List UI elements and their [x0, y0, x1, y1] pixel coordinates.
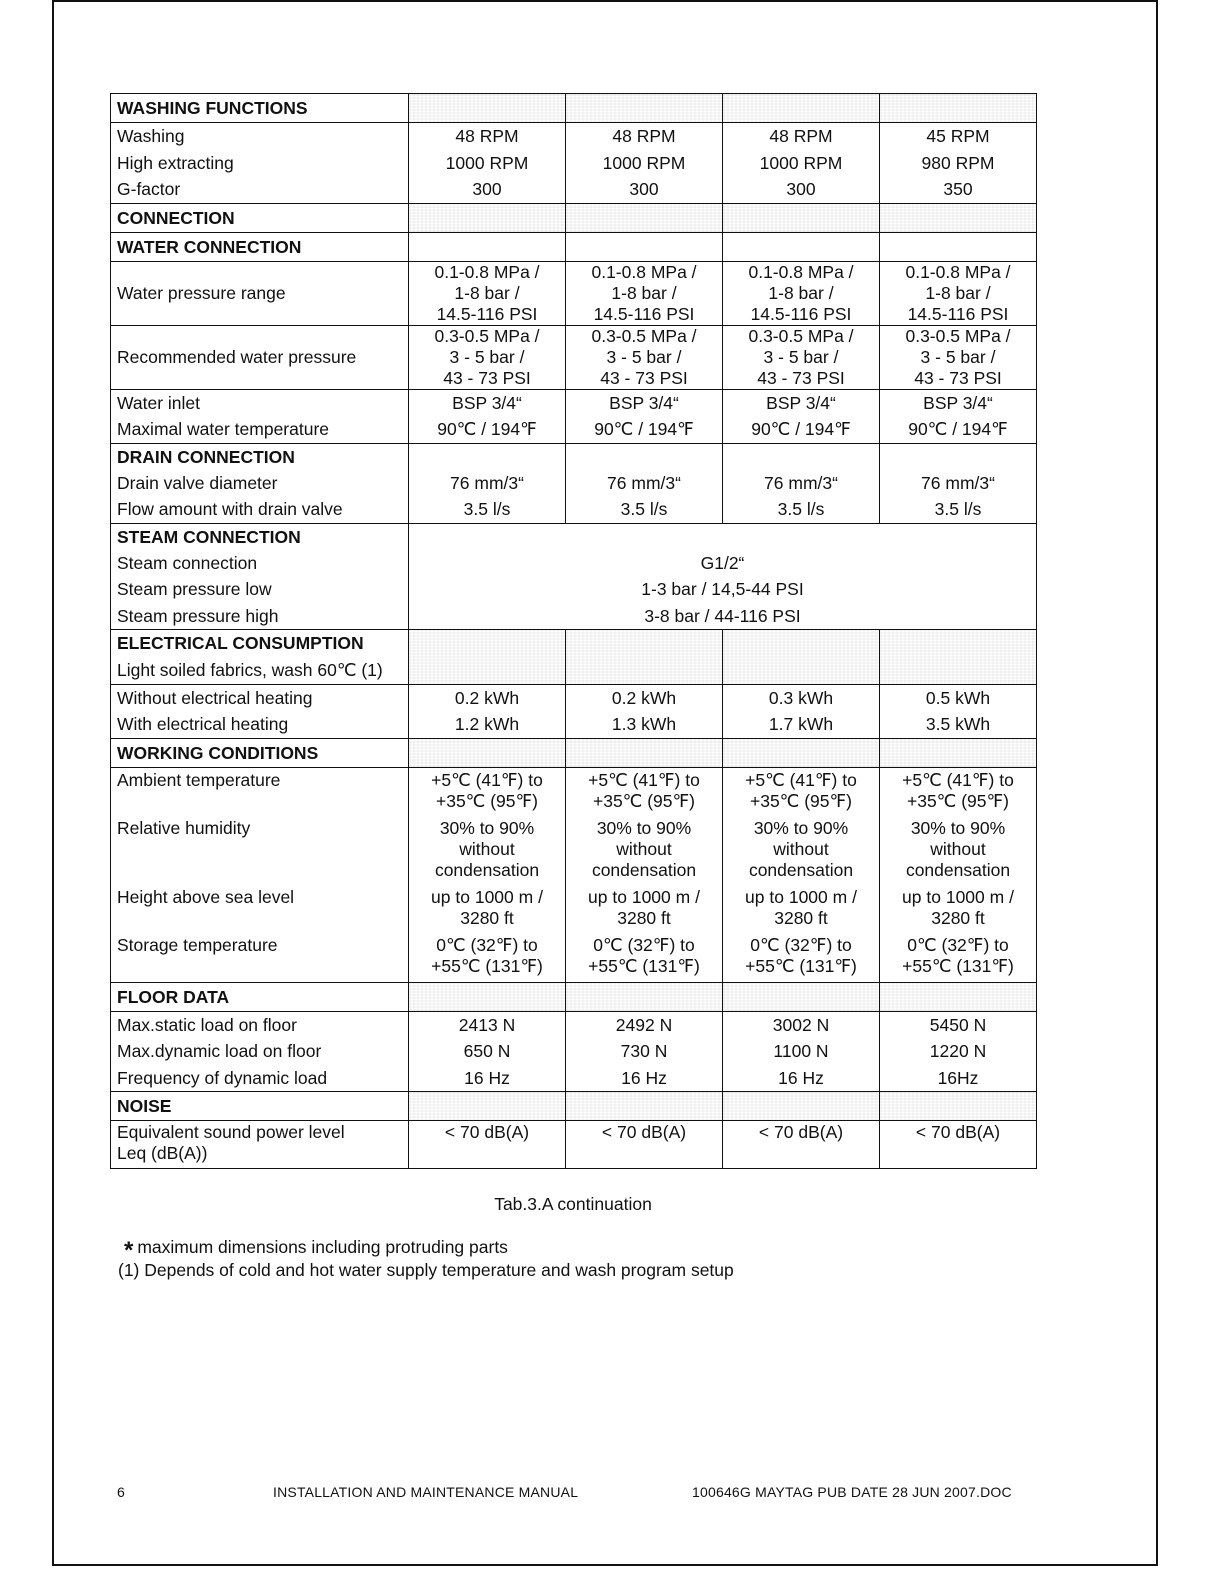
cell-value: 1000 RPM [602, 152, 686, 173]
cell-value: without [459, 838, 515, 859]
row-label: Leq (dB(A)) [117, 1143, 208, 1163]
cell-value: 1.2 kWh [454, 714, 520, 734]
cell-value: +55℃ (131℉) [588, 955, 700, 976]
cell-value: 48 RPM [455, 126, 519, 146]
cell-value: BSP 3/4“ [766, 392, 836, 413]
cell-value: +55℃ (131℉) [745, 955, 857, 976]
cell-value: 3.5 l/s [934, 499, 982, 519]
cell-value: < 70 dB(A) [601, 1122, 687, 1142]
cell-value: 1.7 kWh [768, 714, 834, 734]
cell-value: 0.1-0.8 MPa / [748, 261, 854, 282]
cell-value: 3280 ft [617, 907, 671, 928]
section-title: FLOOR DATA [117, 986, 230, 1007]
cell-value: 3280 ft [460, 907, 514, 928]
cell-value: 3002 N [772, 1014, 830, 1035]
cell-value: 300 [472, 179, 502, 199]
row-label: Washing [117, 126, 185, 146]
section-title: WORKING CONDITIONS [117, 742, 319, 763]
cell-value: 14.5-116 PSI [436, 303, 538, 324]
cell-value: up to 1000 m / [745, 886, 857, 907]
cell-value: < 70 dB(A) [915, 1122, 1001, 1142]
row-label: Max.static load on floor [117, 1014, 297, 1035]
footnote-text: maximum dimensions including protruding parts [137, 1237, 508, 1257]
cell-value: 3280 ft [931, 907, 985, 928]
row-label: Equivalent sound power level [117, 1122, 345, 1142]
cell-value: 48 RPM [612, 126, 676, 146]
footer-manual-title: INSTALLATION AND MAINTENANCE MANUAL [273, 1484, 579, 1500]
cell-value: 3 - 5 bar / [763, 346, 839, 367]
cell-value: 3.5 l/s [777, 499, 825, 519]
cell-value: condensation [434, 859, 540, 880]
table-row [111, 523, 1037, 630]
cell-value: up to 1000 m / [431, 886, 543, 907]
row-label: Height above sea level [117, 886, 295, 907]
cell-value: 14.5-116 PSI [750, 303, 852, 324]
cell-value: 300 [629, 179, 659, 199]
table-row [111, 767, 1037, 982]
section-title: ELECTRICAL CONSUMPTION [117, 633, 364, 653]
table-row [111, 389, 1037, 443]
cell-value: 3.5 l/s [463, 499, 511, 519]
cell-value: 350 [943, 179, 973, 199]
section-header-row [111, 232, 1037, 261]
row-label: With electrical heating [117, 714, 289, 734]
cell-value: 90℃ / 194℉ [908, 419, 1008, 439]
cell-value: 0℃ (32℉) to [907, 934, 1009, 955]
cell-value: +5℃ (41℉) to [902, 769, 1014, 790]
section-title: WATER CONNECTION [117, 236, 302, 257]
section-header-row [111, 738, 1037, 767]
table-row [111, 443, 1037, 523]
cell-value: 1-8 bar / [454, 282, 520, 303]
cell-value: 16 Hz [621, 1067, 667, 1088]
cell-value: 3.5 kWh [925, 714, 991, 734]
row-label: Maximal water temperature [117, 419, 330, 439]
cell-value: condensation [591, 859, 697, 880]
section-header-row [111, 1092, 1037, 1121]
cell-value: 0.3-0.5 MPa / [905, 325, 1011, 346]
table-row [111, 123, 1037, 204]
cell-value: 0.1-0.8 MPa / [591, 261, 697, 282]
cell-value: 5450 N [929, 1014, 987, 1035]
section-title: DRAIN CONNECTION [117, 446, 295, 467]
cell-value: 30% to 90% [910, 817, 1006, 838]
cell-value: 0.3-0.5 MPa / [434, 325, 540, 346]
cell-value: 3 - 5 bar / [449, 346, 525, 367]
cell-value: 90℃ / 194℉ [751, 419, 851, 439]
row-label: Steam pressure low [117, 579, 272, 599]
cell-value: 76 mm/3“ [450, 472, 524, 493]
cell-value: 30% to 90% [439, 817, 535, 838]
table-caption: Tab.3.A continuation [494, 1194, 652, 1214]
cell-value: 43 - 73 PSI [757, 367, 845, 388]
row-label: Steam connection [117, 552, 258, 573]
cell-value: 76 mm/3“ [921, 472, 995, 493]
cell-value: 1000 RPM [445, 152, 529, 173]
cell-value: 3 - 5 bar / [920, 346, 996, 367]
cell-value: 16 Hz [778, 1067, 824, 1088]
table-row [111, 261, 1037, 325]
cell-value: 16 Hz [464, 1067, 510, 1088]
table-row [111, 325, 1037, 389]
section-header-row [111, 203, 1037, 232]
section-header-row [111, 630, 1037, 685]
row-label: Max.dynamic load on floor [117, 1041, 322, 1061]
cell-value: +35℃ (95℉) [436, 790, 538, 811]
cell-value: 3.5 l/s [620, 499, 668, 519]
cell-value: 90℃ / 194℉ [594, 419, 694, 439]
cell-value: 3280 ft [774, 907, 828, 928]
row-label: Steam pressure high [117, 605, 279, 626]
row-label: Frequency of dynamic load [117, 1067, 328, 1088]
cell-value: 90℃ / 194℉ [437, 419, 537, 439]
cell-value: 76 mm/3“ [764, 472, 838, 493]
cell-value: 45 RPM [926, 126, 990, 146]
cell-value: 0.3-0.5 MPa / [591, 325, 697, 346]
cell-value: condensation [905, 859, 1011, 880]
cell-value: 14.5-116 PSI [593, 303, 695, 324]
section-header-row [111, 94, 1037, 123]
cell-value: 650 N [463, 1041, 511, 1061]
cell-value: 43 - 73 PSI [443, 367, 531, 388]
cell-value: 1000 RPM [759, 152, 843, 173]
row-label: G-factor [117, 179, 181, 199]
section-title: WASHING FUNCTIONS [117, 98, 308, 118]
spec-table [110, 93, 1037, 1169]
cell-value: G1/2“ [700, 552, 745, 573]
section-title: CONNECTION [117, 207, 235, 228]
cell-value: +5℃ (41℉) to [745, 769, 857, 790]
row-label: Flow amount with drain valve [117, 499, 343, 519]
cell-value: 1220 N [929, 1041, 987, 1061]
cell-value: 76 mm/3“ [607, 472, 681, 493]
section-title: STEAM CONNECTION [117, 526, 301, 547]
cell-value: 1-8 bar / [611, 282, 677, 303]
cell-value: 0.2 kWh [454, 687, 520, 708]
row-label: Ambient temperature [117, 769, 281, 790]
cell-value: 1100 N [773, 1041, 829, 1061]
cell-value: 0℃ (32℉) to [436, 934, 538, 955]
cell-value: 1.3 kWh [611, 714, 677, 734]
cell-value: 0℃ (32℉) to [750, 934, 852, 955]
table-row [111, 684, 1037, 738]
row-label: Water inlet [117, 392, 200, 413]
section-header-row [111, 982, 1037, 1011]
cell-value: 0.1-0.8 MPa / [434, 261, 540, 282]
cell-value: 0.3-0.5 MPa / [748, 325, 854, 346]
cell-value: 43 - 73 PSI [914, 367, 1002, 388]
cell-value: 0.3 kWh [768, 687, 834, 708]
cell-value: condensation [748, 859, 854, 880]
cell-value: 1-8 bar / [768, 282, 834, 303]
cell-value: < 70 dB(A) [444, 1122, 530, 1142]
cell-value: +35℃ (95℉) [593, 790, 695, 811]
row-label: Water pressure range [117, 282, 286, 303]
cell-value: +35℃ (95℉) [907, 790, 1009, 811]
cell-value: 30% to 90% [596, 817, 692, 838]
footnote-dimensions [124, 1232, 508, 1264]
cell-value: 14.5-116 PSI [907, 303, 1009, 324]
cell-value: up to 1000 m / [588, 886, 700, 907]
cell-value: 980 RPM [921, 152, 995, 173]
cell-value: BSP 3/4“ [452, 392, 522, 413]
cell-value: < 70 dB(A) [758, 1122, 844, 1142]
cell-value: 0℃ (32℉) to [593, 934, 695, 955]
cell-value: 0.5 kWh [925, 687, 991, 708]
row-label: High extracting [117, 152, 234, 173]
row-label: Drain valve diameter [117, 472, 278, 493]
row-label: Recommended water pressure [117, 346, 357, 367]
cell-value: 2492 N [615, 1014, 673, 1035]
cell-value: 300 [786, 179, 816, 199]
cell-value: BSP 3/4“ [609, 392, 679, 413]
cell-value: without [930, 838, 986, 859]
row-label: Storage temperature [117, 934, 278, 955]
asterisk-icon: * [124, 1237, 134, 1264]
footnote-water-supply: (1) Depends of cold and hot water supply temperature and wash program setup [118, 1260, 734, 1280]
cell-value: 3-8 bar / 44-116 PSI [644, 605, 801, 626]
cell-value: 16Hz [937, 1067, 979, 1088]
cell-value: 30% to 90% [753, 817, 849, 838]
cell-value: without [773, 838, 829, 859]
cell-value: up to 1000 m / [902, 886, 1014, 907]
section-subtitle: Light soiled fabrics, wash 60℃ (1) [117, 660, 383, 680]
section-title: NOISE [117, 1096, 172, 1116]
cell-value: 730 N [620, 1041, 668, 1061]
cell-value: +5℃ (41℉) to [588, 769, 700, 790]
cell-value: 0.1-0.8 MPa / [905, 261, 1011, 282]
cell-value: +55℃ (131℉) [902, 955, 1014, 976]
row-label: Without electrical heating [117, 687, 313, 708]
cell-value: +55℃ (131℉) [431, 955, 543, 976]
cell-value: 3 - 5 bar / [606, 346, 682, 367]
footer-doc-ref: 100646G MAYTAG PUB DATE 28 JUN 2007.DOC [692, 1484, 1012, 1500]
cell-value: 1-3 bar / 14,5-44 PSI [641, 579, 804, 599]
cell-value: 1-8 bar / [925, 282, 991, 303]
cell-value: BSP 3/4“ [923, 392, 993, 413]
cell-value: 0.2 kWh [611, 687, 677, 708]
cell-value: without [616, 838, 672, 859]
cell-value: 2413 N [458, 1014, 516, 1035]
page-number: 6 [117, 1484, 125, 1500]
cell-value: +35℃ (95℉) [750, 790, 852, 811]
table-row [111, 1011, 1037, 1092]
row-label: Relative humidity [117, 817, 251, 838]
table-row [111, 1121, 1037, 1169]
cell-value: 48 RPM [769, 126, 833, 146]
cell-value: 43 - 73 PSI [600, 367, 688, 388]
cell-value: +5℃ (41℉) to [431, 769, 543, 790]
